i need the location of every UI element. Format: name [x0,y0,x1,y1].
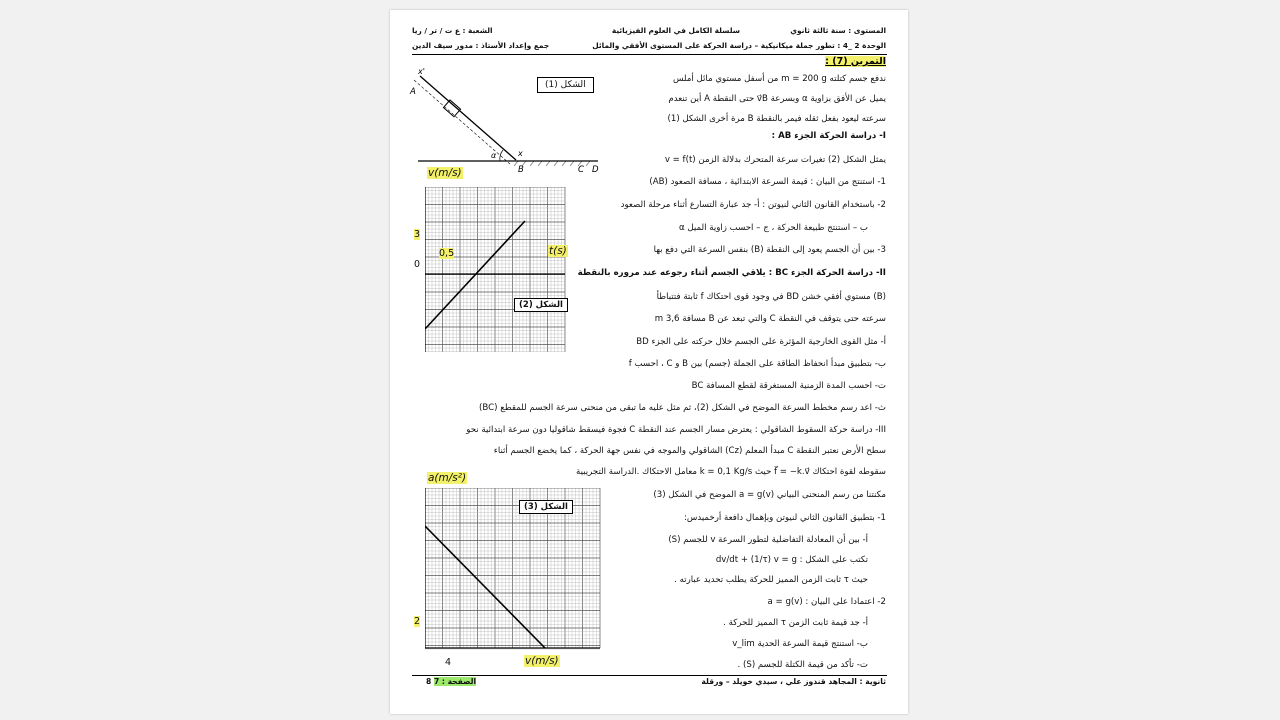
part2-line-6: ث- اعد رسم مخطط السرعة الموضح في الشكل (2)، ثم مثل عليه ما تبقى من منحنى سرعة الجسم للمقطع (BC) [479,403,886,413]
part3-title: III- دراسة حركة السقوط الشاقولي : يعترض مسار الجسم عند النقطة C فجوة فيسقط شاقوليا دون سرعة ابتدائية نحو [466,425,886,435]
figure-2-velocity-graph [425,187,573,355]
part1-line-5: 3- بين أن الجسم يعود إلى النقطة (B) بنفس السرعة التي دفع بها [653,245,886,255]
part3-line-8: 2- اعتمادا على البيان : a = g(v) [767,597,886,607]
footer-page-total: 8 [426,677,432,686]
fig3-xtick-4: 4 [445,657,452,668]
intro-line-2: يميل عن الأفق بزاوية α وبسرعة v⃗B حتى النقطة A أين تنعدم [668,94,886,104]
part3-line-6: تكتب على الشكل : dv/dt + (1/τ) v = g [715,555,868,565]
fig2-xtick: 0,5 [439,248,455,259]
header-unit: الوحدة 2 _4 : تطور جملة ميكانيكية – دراسة الحركة على المستوى الأفقي والمائل [592,41,886,50]
fig3-acceleration-line [425,526,545,648]
part1-title: I- دراسة الحركة الجزء AB : [771,131,886,141]
fig3-ylabel: a(m/s²) [428,472,467,484]
fig3-ytick-2: 2 [414,616,421,627]
exercise-title [825,56,886,68]
part3-line-2: سقوطه لقوة احتكاك f⃗ = −k.v⃗ حيث k = 0,1 Kg/s معامل الاحتكاك .الدراسة التجريبية [575,467,886,477]
fig2-origin: 0 [414,259,421,270]
fig2-xlabel: t(s) [549,245,567,257]
fig1-x-label: x [518,149,523,158]
part1-line-3: 2- باستخدام القانون الثاني لنيوتن : أ- جد عبارة التسارع أثناء مرحلة الصعود [620,200,886,210]
footer-page [426,677,476,686]
part3-line-9: أ- جد قيمة ثابت الزمن τ المميز للحركة . [723,618,868,628]
figure-1-label: الشكل (1) [537,77,594,93]
header-branch: الشعبة : ع ت / تر / ريا [412,26,493,35]
document-page [390,10,908,714]
intro-line-1: ندفع جسم كتلته m = 200 g من أسفل مستوي مائل أملس [672,74,886,84]
figure-3-acceleration-graph [425,488,605,653]
footer-page-label: الصفحة : 7 [433,677,477,686]
fig1-point-d: D [592,165,599,175]
part3-line-1: سطح الأرض نعتبر النقطة C مبدأ المعلم (Cz) الشاقولي والموجه في نفس جهة الحركة ، كما يخضع الجسم أثناء [493,446,886,456]
part1-line-2: 1- استنتج من البيان : قيمة السرعة الابتدائية ، مسافة الصعود (AB) [649,177,886,187]
part3-line-5: أ- بين أن المعادلة التفاضلية لتطور السرعة v للجسم (S) [668,535,868,545]
fig1-point-c: C [578,165,584,175]
part1-line-4: ب – استنتج طبيعة الحركة ، ج – احسب زاوية الميل α [679,223,868,233]
part1-line-1: يمثل الشكل (2) تغيرات سرعة المتحرك بدلالة الزمن v = f(t) [664,155,886,165]
footer-school: ثانوية : المجاهد قندوز علي ، سيدي خويلد – ورقلة [701,677,886,686]
intro-line-3: سرعته ليعود بفعل ثقله فيمر بالنقطة B مرة أخرى الشكل (1) [667,114,886,124]
header-rule [412,54,887,55]
part2-line-5: ت- احسب المدة الزمنية المستغرقة لقطع المسافة BC [691,381,886,391]
part2-title: II- دراسة الحركة الجزء BC : يلاقي الجسم أثناء رجوعه عند مروره بالنقطة [577,268,886,278]
part2-line-4: ب- بتطبيق مبدأ انحفاظ الطاقة على الجملة (جسم) بين B و C ، احسب f [628,359,886,369]
part2-line-2: سرعته حتى يتوقف في النقطة C والتي تبعد عن B مسافة 3,6 m [654,314,886,324]
header-level: المستوى : سنة ثالثة ثانوي [790,26,886,35]
fig1-point-a: A [410,87,416,97]
part3-line-4: 1- بتطبيق القانون الثاني لنيوتن وبإهمال دافعة أرخميدس: [683,513,886,523]
fig2-ytick-3: 3 [414,229,421,240]
part3-line-11: ت- تأكد من قيمة الكتلة للجسم (S) . [737,660,868,670]
part3-line-3: مكنتنا من رسم المنحنى البياني a = g(v) الموضح في الشكل (3) [653,490,886,500]
header-author: جمع وإعداد الأستاذ : مدور سيف الدين [412,41,550,50]
fig2-ylabel: v(m/s) [428,167,462,179]
footer-rule [412,675,887,676]
fig1-alpha: α [491,151,497,160]
fig1-point-b: B [518,165,524,175]
header-series: سلسلة الكامل في العلوم الفيزيائية [611,26,740,35]
part2-line-3: أ- مثل القوى الخارجية المؤثرة على الجسم خلال حركته على الجزء BD [636,337,886,347]
fig3-xlabel: v(m/s) [525,655,559,667]
fig1-xprime-label: x' [418,67,425,76]
part2-line-1: (B) مستوي أفقي خشن BD في وجود قوى احتكاك f ثابتة فتتباطأ [656,292,886,302]
exercise-title-text: التمرين (7) : [825,56,886,67]
figure-2-label: الشكل (2) [514,298,568,312]
fig2-velocity-line [425,221,525,329]
figure-3-label: الشكل (3) [519,500,573,514]
part3-line-7: حيث τ ثابت الزمن المميز للحركة يطلب تحديد عبارته . [674,575,868,585]
part3-line-10: ب- استنتج قيمة السرعة الحدية v_lim [732,639,868,649]
